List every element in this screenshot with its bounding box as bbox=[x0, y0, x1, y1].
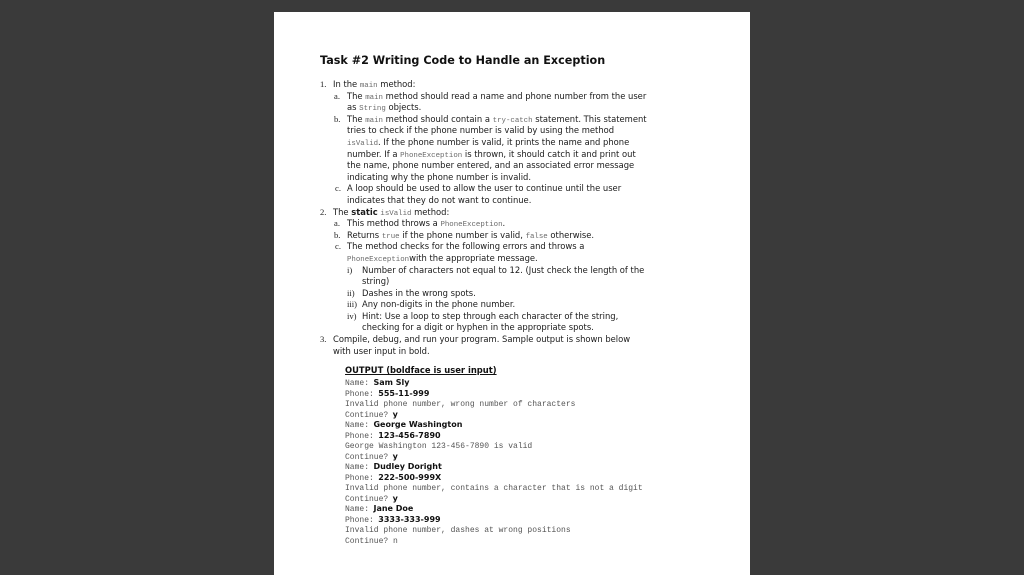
item-marker: iii) bbox=[347, 299, 358, 310]
item-text: Dashes in the wrong spots. bbox=[362, 287, 476, 298]
item-1a bbox=[274, 91, 750, 103]
item-text: Compile, debug, and run your program. Sample output is shown below bbox=[333, 334, 631, 345]
item-2c-cont bbox=[274, 253, 750, 265]
item-2 bbox=[274, 207, 750, 219]
output-line bbox=[345, 513, 441, 524]
output-line bbox=[345, 471, 441, 482]
item-1c-cont bbox=[274, 195, 750, 207]
item-marker: b. bbox=[334, 113, 341, 124]
subitem-i-cont bbox=[274, 276, 750, 288]
item-2c bbox=[274, 241, 750, 253]
item-text: This method throws a bbox=[347, 218, 438, 229]
instructions bbox=[274, 79, 750, 357]
item-marker: ii) bbox=[347, 287, 355, 298]
output-label: Phone: bbox=[345, 473, 374, 483]
item-marker: iv) bbox=[347, 310, 357, 321]
output-line bbox=[345, 397, 575, 408]
output-label: Name: bbox=[345, 379, 370, 388]
code-term: main bbox=[365, 116, 383, 125]
code-term: PhoneException bbox=[347, 255, 410, 264]
item-marker: 3. bbox=[320, 334, 327, 345]
user-input: Dudley Doright bbox=[373, 462, 442, 471]
item-text: A loop should be used to allow the user to continue until the user bbox=[347, 183, 622, 194]
code-term: main bbox=[359, 82, 378, 90]
code-term: isValid bbox=[347, 139, 379, 148]
code-term: try-catch bbox=[492, 116, 533, 125]
user-input: 3333-333-999 bbox=[378, 514, 441, 524]
code-term: true bbox=[381, 232, 400, 241]
output-line bbox=[345, 534, 398, 545]
item-text: The bbox=[347, 90, 363, 101]
item-3-cont bbox=[274, 346, 750, 358]
subitem-ii bbox=[274, 288, 750, 300]
item-1b-cont bbox=[274, 160, 750, 172]
item-text: statement. This statement bbox=[535, 113, 647, 124]
item-1b bbox=[274, 114, 750, 126]
output-line bbox=[345, 387, 429, 398]
item-marker: 2. bbox=[320, 206, 327, 217]
output-line bbox=[345, 429, 441, 440]
item-2b bbox=[274, 230, 750, 242]
item-text: Any non-digits in the phone number. bbox=[362, 299, 516, 310]
item-2a bbox=[274, 218, 750, 230]
output-label: Invalid phone number, dashes at wrong positions bbox=[345, 526, 571, 535]
item-text: the name, phone number entered, and an associated error message bbox=[347, 160, 635, 171]
item-text: string) bbox=[362, 276, 390, 287]
output-label: Invalid phone number, wrong number of characters bbox=[345, 400, 576, 409]
item-text: The bbox=[333, 206, 349, 217]
document-page bbox=[274, 12, 750, 575]
item-marker: 1. bbox=[320, 79, 327, 89]
item-text: Hint: Use a loop to step through each character of the string, bbox=[362, 310, 619, 321]
subitem-iii bbox=[274, 299, 750, 311]
item-text: The method checks for the following errors and throws a bbox=[347, 241, 585, 252]
code-term: PhoneException bbox=[400, 151, 463, 160]
item-text: method: bbox=[380, 79, 416, 89]
item-text: method should contain a bbox=[385, 113, 490, 124]
item-marker: i) bbox=[347, 264, 353, 275]
item-text: with user input in bold. bbox=[333, 345, 430, 356]
item-1 bbox=[274, 79, 750, 91]
code-term: String bbox=[359, 105, 386, 114]
item-text: as bbox=[347, 102, 357, 113]
item-text: . bbox=[502, 218, 506, 229]
user-input: Jane Doe bbox=[373, 504, 414, 513]
item-text: objects. bbox=[388, 102, 422, 113]
subitem-i bbox=[274, 265, 750, 277]
item-text: checking for a digit or hyphen in the appropriate spots. bbox=[362, 322, 594, 333]
output-label: Phone: bbox=[345, 431, 374, 441]
output-label: Continue? n bbox=[345, 536, 398, 546]
output-label: Phone: bbox=[345, 515, 374, 525]
output-line bbox=[345, 418, 462, 429]
item-text: In the bbox=[333, 79, 358, 89]
code-term: PhoneException bbox=[440, 221, 503, 230]
item-1b-cont bbox=[274, 137, 750, 149]
item-marker: a. bbox=[334, 218, 340, 229]
item-text: method: bbox=[414, 206, 450, 217]
code-term: main bbox=[365, 93, 383, 102]
item-text: otherwise. bbox=[550, 229, 595, 240]
output-line bbox=[345, 502, 413, 513]
output-heading: OUTPUT (boldface is user input) bbox=[345, 365, 497, 375]
subitem-iv-cont bbox=[274, 322, 750, 334]
item-text: with the appropriate message. bbox=[409, 252, 538, 263]
output-label: Continue? bbox=[345, 494, 389, 504]
output-label: Name: bbox=[345, 505, 370, 514]
item-text: indicates that they do not want to continue. bbox=[347, 194, 532, 205]
item-1a-cont bbox=[274, 102, 750, 114]
subitem-iv bbox=[274, 311, 750, 323]
user-input: 123-456-7890 bbox=[378, 430, 441, 440]
output-line bbox=[345, 460, 442, 471]
user-input: George Washington bbox=[373, 420, 463, 429]
user-input: 555-11-999 bbox=[378, 388, 430, 398]
item-text: . If the phone number is valid, it prints the name and phone bbox=[378, 136, 630, 147]
user-input: y bbox=[392, 451, 398, 461]
item-text: method should read a name and phone number from the user bbox=[385, 90, 647, 101]
output-line bbox=[345, 523, 571, 534]
output-label: Name: bbox=[345, 421, 370, 430]
item-marker: c. bbox=[335, 183, 341, 194]
item-3 bbox=[274, 334, 750, 346]
item-1b-cont bbox=[274, 125, 750, 137]
item-text: The bbox=[347, 113, 363, 124]
item-text: if the phone number is valid, bbox=[402, 229, 523, 240]
output-label: Continue? bbox=[345, 452, 389, 462]
output-label: George Washington 123-456-7890 is valid bbox=[345, 442, 533, 451]
output-label: Phone: bbox=[345, 389, 374, 399]
user-input: y bbox=[392, 409, 398, 419]
user-input: Sam Sly bbox=[373, 378, 410, 387]
output-label: Name: bbox=[345, 463, 370, 472]
item-text: indicating why the phone number is invalid. bbox=[347, 171, 532, 182]
item-text: number. If a bbox=[347, 148, 398, 159]
item-marker: c. bbox=[335, 241, 341, 252]
item-1b-cont bbox=[274, 172, 750, 184]
user-input: y bbox=[392, 493, 398, 503]
item-1b-cont bbox=[274, 149, 750, 161]
item-1c bbox=[274, 183, 750, 195]
sample-output bbox=[345, 365, 745, 546]
output-label: Invalid phone number, contains a character that is not a digit bbox=[345, 484, 643, 493]
user-input: 222-500-999X bbox=[378, 472, 442, 482]
output-line bbox=[345, 439, 532, 450]
item-text: Number of characters not equal to 12. (Just check the length of the bbox=[362, 264, 645, 275]
page-title: Task #2 Writing Code to Handle an Exception bbox=[320, 54, 606, 67]
bold-term: static bbox=[351, 206, 378, 217]
output-label: Continue? bbox=[345, 410, 389, 420]
item-marker: a. bbox=[334, 90, 340, 101]
item-text: Returns bbox=[347, 229, 380, 240]
item-text: is thrown, it should catch it and print out bbox=[464, 148, 636, 159]
item-marker: b. bbox=[334, 229, 341, 240]
code-term: false bbox=[525, 232, 548, 241]
item-text: tries to check if the phone number is valid by using the method bbox=[347, 125, 615, 136]
code-term: isValid bbox=[380, 209, 412, 218]
